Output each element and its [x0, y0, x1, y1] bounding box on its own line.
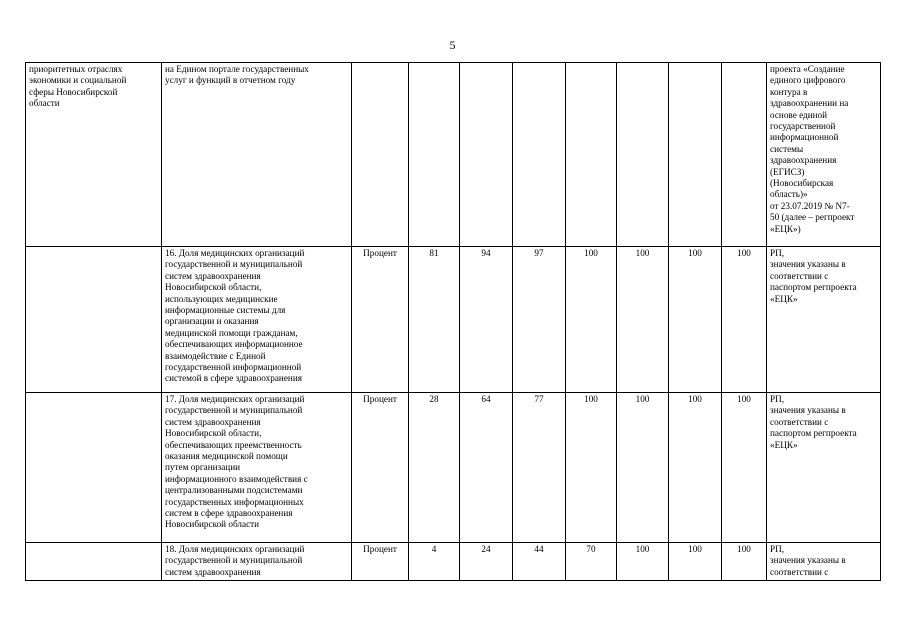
value-cell: 100: [722, 247, 767, 393]
value-cell: [460, 63, 513, 247]
value-cell: 100: [617, 393, 669, 543]
indicator-cell: 16. Доля медицинских организаций государственной и муниципальной систем здравоохранения Новосибирской области, использующих медицинские информационные системы для организации и оказания медицинской помощи гражданам, обеспечивающих информационное взаимодействие с Единой государственной информационной системой в сфере здравоохранения: [162, 247, 352, 393]
value-cell: [409, 63, 460, 247]
value-cell: [669, 63, 722, 247]
value-cell: 97: [513, 247, 566, 393]
value-cell: 100: [617, 247, 669, 393]
value-cell: 44: [513, 543, 566, 581]
table-row: [26, 393, 881, 543]
value-cell: 28: [409, 393, 460, 543]
value-cell: 4: [409, 543, 460, 581]
value-cell: 100: [669, 247, 722, 393]
value-cell: 100: [566, 393, 617, 543]
source-cell: РП, значения указаны в соответствии с паспортом регпроекта «ЕЦК»: [767, 247, 881, 393]
goal-cell: [26, 543, 162, 581]
source-cell: РП, значения указаны в соответствии с: [767, 543, 881, 581]
table-row: [26, 247, 881, 393]
goal-cell: [26, 247, 162, 393]
unit-cell: Процент: [352, 543, 409, 581]
goal-cell: приоритетных отраслях экономики и социальной сферы Новосибирской области: [26, 63, 162, 247]
indicator-cell: 18. Доля медицинских организаций государственной и муниципальной систем здравоохранения: [162, 543, 352, 581]
value-cell: 94: [460, 247, 513, 393]
value-cell: 100: [722, 543, 767, 581]
unit-cell: [352, 63, 409, 247]
indicator-cell: на Едином портале государственных услуг и функций в отчетном году: [162, 63, 352, 247]
indicator-cell: 17. Доля медицинских организаций государственной и муниципальной систем здравоохранения Новосибирской области, обеспечивающих преемственность оказания медицинской помощи путем организации информационного взаимодействия с централизованными подсистемами государственных информационных систем в сфере здравоохранения Новосибирской области: [162, 393, 352, 543]
value-cell: [617, 63, 669, 247]
value-cell: [566, 63, 617, 247]
value-cell: [722, 63, 767, 247]
value-cell: 81: [409, 247, 460, 393]
value-cell: 64: [460, 393, 513, 543]
value-cell: 100: [669, 543, 722, 581]
unit-cell: Процент: [352, 393, 409, 543]
value-cell: 100: [617, 543, 669, 581]
value-cell: 24: [460, 543, 513, 581]
goal-cell: [26, 393, 162, 543]
source-cell: проекта «Создание единого цифрового контура в здравоохранении на основе единой государственной информационной системы здравоохранения (ЕГИСЗ) (Новосибирская область)» от 23.07.2019 № N7- 50 (далее – регпроект «ЕЦК»): [767, 63, 881, 247]
table-row: [26, 543, 881, 581]
value-cell: 100: [566, 247, 617, 393]
value-cell: [513, 63, 566, 247]
unit-cell: Процент: [352, 247, 409, 393]
value-cell: 70: [566, 543, 617, 581]
value-cell: 100: [722, 393, 767, 543]
page-number: 5: [449, 38, 456, 52]
source-cell: РП, значения указаны в соответствии с паспортом регпроекта «ЕЦК»: [767, 393, 881, 543]
table-row: [26, 63, 881, 247]
value-cell: 100: [669, 393, 722, 543]
indicators-table: [25, 62, 881, 581]
value-cell: 77: [513, 393, 566, 543]
